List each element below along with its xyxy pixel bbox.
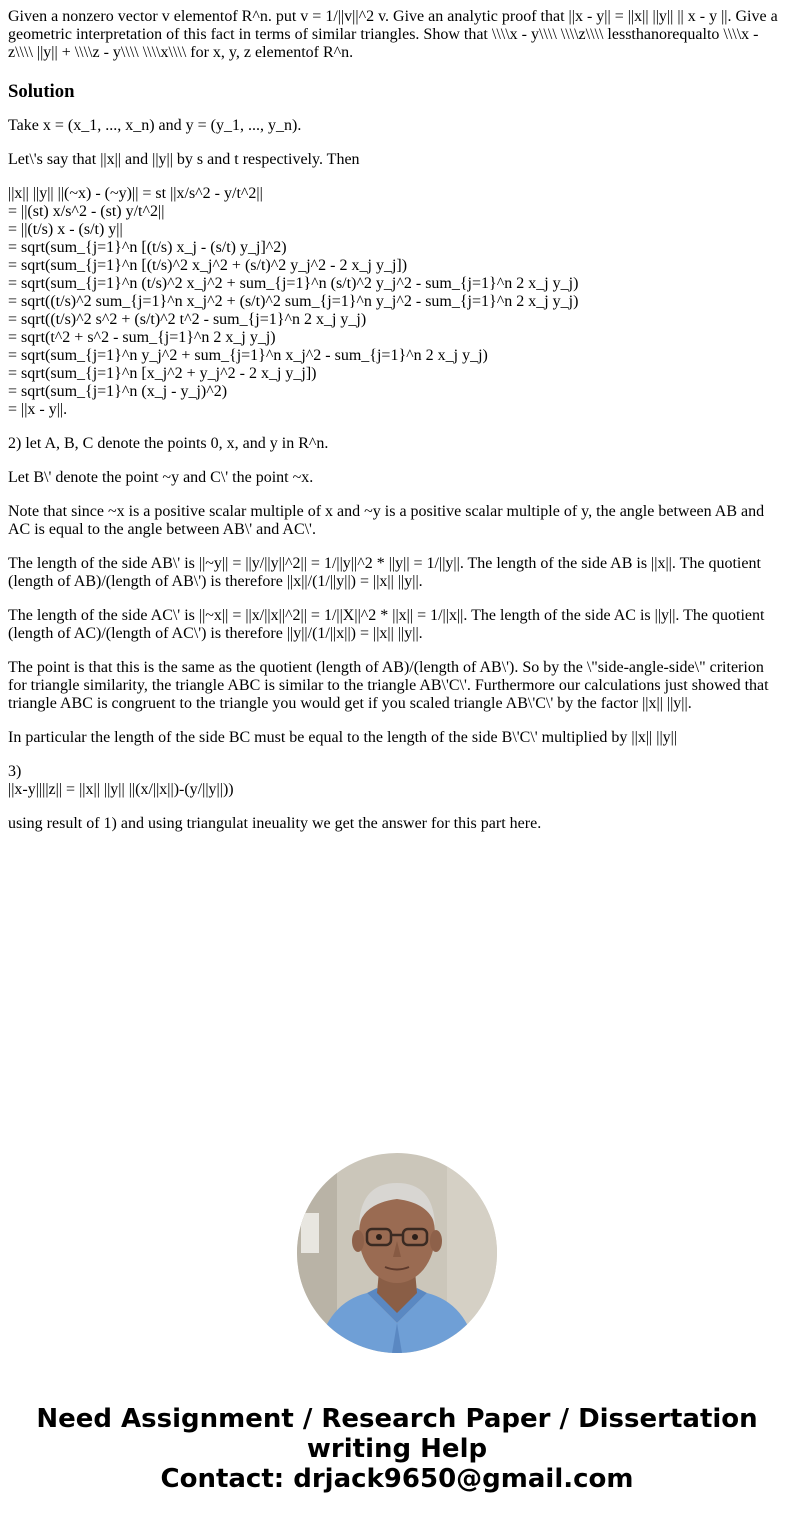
footer-contact: Contact: drjack9650@gmail.com — [160, 1464, 634, 1494]
solution-paragraph — [8, 435, 786, 453]
solution-paragraph — [8, 469, 786, 487]
paragraph-line: = sqrt(sum_{j=1}^n (t/s)^2 x_j^2 + sum_{j=1}^n (s/t)^2 y_j^2 - sum_{j=1}^n 2 x_j y_j) — [8, 275, 579, 292]
solution-paragraph — [8, 555, 786, 591]
paragraph-line: = sqrt((t/s)^2 s^2 + (s/t)^2 t^2 - sum_{j=1}^n 2 x_j y_j) — [8, 311, 367, 328]
paragraph-line: = ||(st) x/s^2 - (st) y/t^2|| — [8, 203, 165, 220]
paragraph-line: The length of the side AB\' is ||~y|| = ||y/||y||^2|| = 1/||y||^2 * ||y|| = 1/||y||. The length of the side AB is ||x||. The quotient (length of AB)/(length of AB\') is therefore ||x||/(1/||y||) = ||x|| ||y||. — [8, 555, 765, 590]
paragraph-line: = sqrt(sum_{j=1}^n [(t/s) x_j - (s/t) y_j]^2) — [8, 239, 287, 256]
solution-paragraph — [8, 117, 786, 135]
paragraph-line: Take x = (x_1, ..., x_n) and y = (y_1, ..., y_n). — [8, 117, 302, 134]
solution-paragraph — [8, 763, 786, 799]
paragraph-line: = ||(t/s) x - (s/t) y|| — [8, 221, 123, 238]
paragraph-line: The point is that this is the same as the quotient (length of AB)/(length of AB\'). So by the \"side-angle-side\" criterion for triangle similarity, the triangle ABC is similar to the triangle AB\'C\'. Furthermore our calculations just showed that triangle ABC is congruent to the triangle you would get if you scaled triangle AB\'C\' by the factor ||x|| ||y||. — [8, 659, 773, 712]
paragraph-line: 3) — [8, 763, 22, 780]
solution-paragraph — [8, 151, 786, 169]
solution-paragraph — [8, 729, 786, 747]
question-text: Given a nonzero vector v elementof R^n. put v = 1/||v||^2 v. Give an analytic proof that ||x - y|| = ||x|| ||y|| || x - y ||. Give a geometric interpretation of this fact in terms of similar triangles. Show that \\\\x - y\\\\ \\\\z\\\\ lessthanorequalto \\\\x - z\\\\ ||y|| + \\\\z - y\\\\ \\\\x\\\\ for x, y, z elementof R^n. — [8, 8, 778, 61]
paragraph-line: ||x-y||||z|| = ||x|| ||y|| ||(x/||x||)-(y/||y||)) — [8, 781, 234, 798]
author-avatar — [297, 1153, 497, 1353]
paragraph-line: = sqrt(sum_{j=1}^n [(t/s)^2 x_j^2 + (s/t)^2 y_j^2 - 2 x_j y_j]) — [8, 257, 408, 274]
paragraph-line: 2) let A, B, C denote the points 0, x, and y in R^n. — [8, 435, 329, 452]
paragraph-line: = sqrt(t^2 + s^2 - sum_{j=1}^n 2 x_j y_j) — [8, 329, 276, 346]
paragraph-line: Let\'s say that ||x|| and ||y|| by s and t respectively. Then — [8, 151, 360, 168]
paragraph-line: = sqrt((t/s)^2 sum_{j=1}^n x_j^2 + (s/t)^2 sum_{j=1}^n y_j^2 - sum_{j=1}^n 2 x_j y_j) — [8, 293, 579, 310]
footer-line-2: writing Help — [306, 1434, 488, 1464]
paragraph-line: = sqrt(sum_{j=1}^n [x_j^2 + y_j^2 - 2 x_j y_j]) — [8, 365, 317, 382]
solution-paragraph — [8, 659, 786, 713]
solution-paragraph — [8, 185, 786, 419]
solution-heading: Solution — [8, 81, 75, 102]
paragraph-line: The length of the side AC\' is ||~x|| = ||x/||x||^2|| = 1/||X||^2 * ||x|| = 1/||x||. The length of the side AC is ||y||. The quotient (length of AC)/(length of AC\') is therefore ||y||/(1/||x||) = ||x|| ||y||. — [8, 607, 769, 642]
paragraph-line: = ||x - y||. — [8, 401, 68, 418]
document-body — [8, 8, 786, 849]
solution-paragraph — [8, 503, 786, 539]
footer-banner — [0, 1404, 794, 1494]
paragraph-line: = sqrt(sum_{j=1}^n y_j^2 + sum_{j=1}^n x_j^2 - sum_{j=1}^n 2 x_j y_j) — [8, 347, 488, 364]
paragraph-line: = sqrt(sum_{j=1}^n (x_j - y_j)^2) — [8, 383, 228, 400]
solution-paragraph — [8, 815, 786, 833]
author-photo-illustration — [297, 1153, 497, 1353]
paragraph-line: In particular the length of the side BC must be equal to the length of the side B\'C\' multiplied by ||x|| ||y|| — [8, 729, 678, 746]
solution-paragraph — [8, 607, 786, 643]
paragraph-line: Let B\' denote the point ~y and C\' the point ~x. — [8, 469, 314, 486]
paragraph-line: using result of 1) and using triangulat ineuality we get the answer for this part here. — [8, 815, 542, 832]
footer-line-1: Need Assignment / Research Paper / Dissertation — [36, 1404, 758, 1434]
paragraph-line: ||x|| ||y|| ||(~x) - (~y)|| = st ||x/s^2 - y/t^2|| — [8, 185, 263, 202]
paragraph-line: Note that since ~x is a positive scalar multiple of x and ~y is a positive scalar multiple of y, the angle between AB and AC is equal to the angle between AB\' and AC\'. — [8, 503, 768, 538]
solution-paragraphs — [8, 117, 786, 833]
